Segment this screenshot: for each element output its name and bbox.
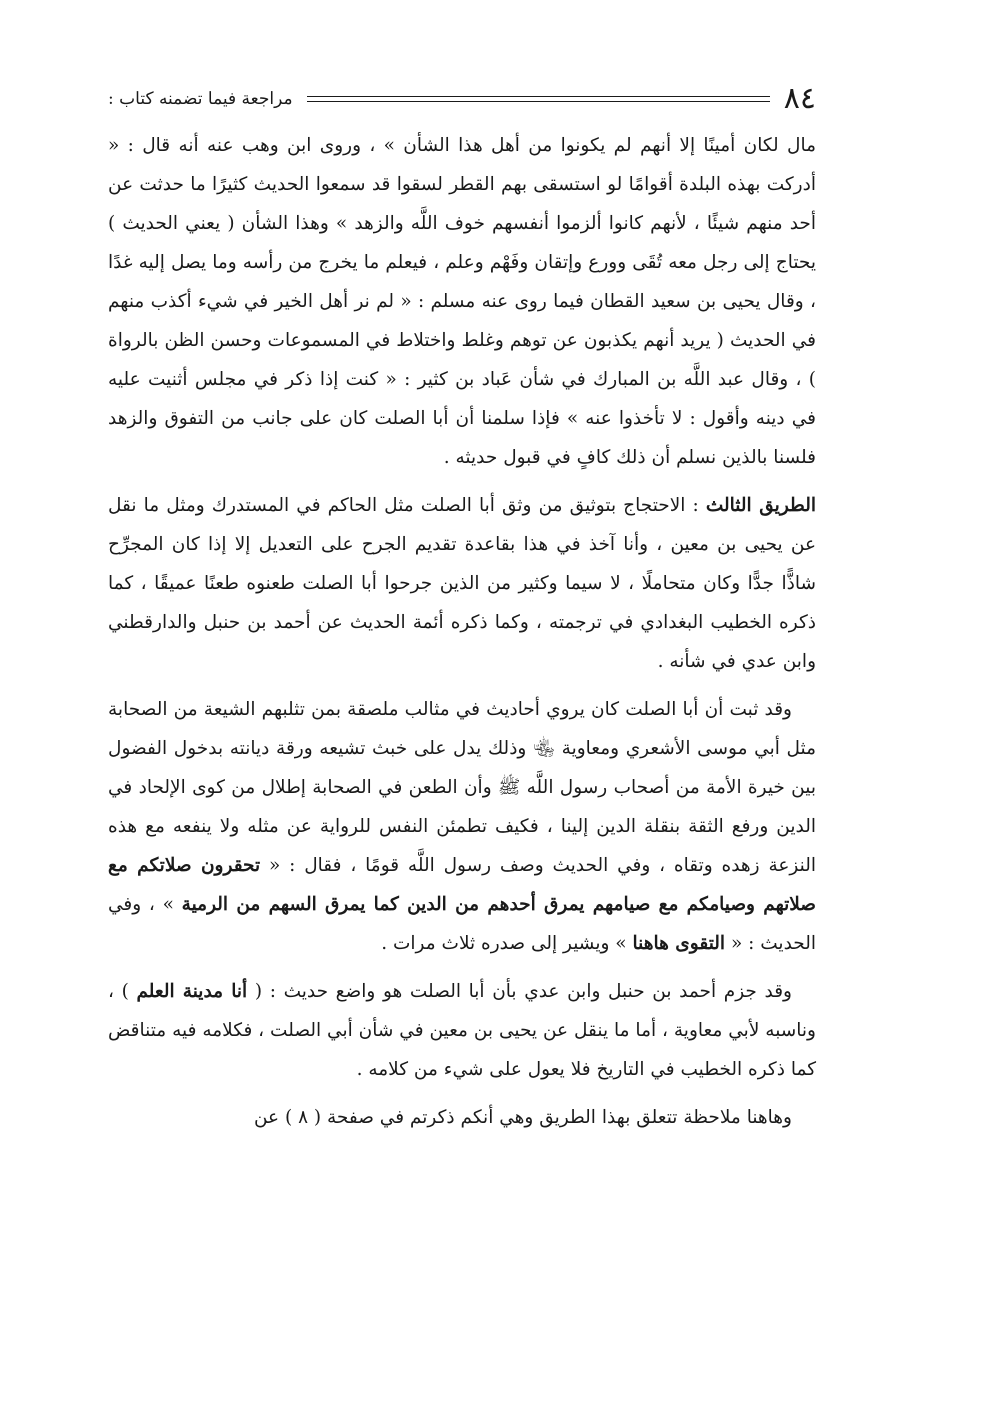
text-segment: وقد جزم أحمد بن حنبل وابن عدي بأن أبا الصلت هو واضع حديث : ( xyxy=(247,981,792,1002)
text-segment: : الاحتجاج بتوثيق من وثق أبا الصلت مثل الحاكم في المستدرك ومثل ما نقل عن يحيى بن معين ، وأنا آخذ في هذا بقاعدة تقديم الجرح على التعديل إلا إذا كان المجرِّح شاذًّا جدًّا وكان متحاملًا ، لا سيما وكثير من الذين جرحوا أبا الصلت طعنوه طعنًا عميقًا ، كما ذكره الخطيب البغدادي في ترجمته ، وكما ذكره أئمة الحديث عن أحمد بن حنبل والدارقطني وابن عدي في شأنه . xyxy=(108,495,816,672)
hadith-quote: أنا مدينة العلم xyxy=(136,981,248,1002)
paragraph-3 xyxy=(108,690,816,963)
paragraph-2 xyxy=(108,486,816,681)
page-number: ٨٤ xyxy=(783,81,816,116)
section-heading-third-way: الطريق الثالث xyxy=(705,495,816,516)
text-segment: » ويشير إلى صدره ثلاث مرات . xyxy=(381,933,633,954)
paragraph-4 xyxy=(108,972,816,1089)
paragraph-1 xyxy=(108,126,816,477)
text-segment: وقد ثبت أن أبا الصلت كان يروي أحاديث في مثالب ملصقة بمن تثلبهم الشيعة من الصحابة مثل أبي موسى الأشعري ومعاوية ﵄ وذلك يدل على خبث تشيعه ورقة ديانته بدخول الفضول بين خيرة الأمة من أصحاب رسول اللَّه ﷺ وأن الطعن في الصحابة إطلال من كوى الإلحاد في الدين ورفع الثقة بنقلة الدين إلينا ، فكيف تطمئن النفس للرواية عن مثله ولا ينفعه مع هذه النزعة زهده وتقاه ، وفي الحديث وصف رسول اللَّه قومًا ، فقال : « xyxy=(108,699,816,876)
text-segment: » ، وفي الحديث : « xyxy=(108,894,816,954)
hadith-quote: التقوى هاهنا xyxy=(632,933,726,954)
hadith-quote: تحقرون صلاتكم مع صلاتهم وصيامكم مع صيامهم يمرق أحدهم من الدين كما يمرق السهم من الرمية xyxy=(108,855,816,915)
text-segment: ) ، وناسبه لأبي معاوية ، أما ما ينقل عن يحيى بن معين في شأن أبي الصلت ، فكلامه فيه متناقض كما ذكره الخطيب في التاريخ فلا يعول على شيء من كلامه . xyxy=(108,981,816,1080)
page-header xyxy=(108,82,816,116)
text-segment: وهاهنا ملاحظة تتعلق بهذا الطريق وهي أنكم ذكرتم في صفحة ( ٨ ) عن xyxy=(253,1107,792,1128)
body-text xyxy=(108,126,816,1146)
paragraph-5 xyxy=(108,1098,816,1137)
header-double-rule xyxy=(307,96,770,102)
running-title: مراجعة فيما تضمنه كتاب : xyxy=(108,89,293,109)
text-segment: مال لكان أمينًا إلا أنهم لم يكونوا من أهل هذا الشأن » ، وروى ابن وهب عنه أنه قال : « أدركت بهذه البلدة أقوامًا لو استسقى بهم القطر لسقوا قد سمعوا الحديث كثيرًا ما حدثت عن أحد منهم شيئًا ، لأنهم كانوا ألزموا أنفسهم خوف اللَّه والزهد » وهذا الشأن ( يعني الحديث ) يحتاج إلى رجل معه تُقَى وورع وإتقان وفَهْم وعلم ، فيعلم ما يخرج من رأسه وما يصل إليه غدًا ، وقال يحيى بن سعيد القطان فيما روى عنه مسلم : « لم نر أهل الخير في شيء أكذب منهم في الحديث ( يريد أنهم يكذبون عن توهم وغلط واختلاط في المسموعات وحسن الظن بالرواة ) ، وقال عبد اللَّه بن المبارك في شأن عَباد بن كثير : « كنت إذا ذكر في مجلس أثنيت عليه في دينه وأقول : لا تأخذوا عنه » فإذا سلمنا أن أبا الصلت كان على جانب من التفوق والزهد فلسنا بالذين نسلم أن ذلك كافٍ في قبول حديثه . xyxy=(108,135,816,468)
